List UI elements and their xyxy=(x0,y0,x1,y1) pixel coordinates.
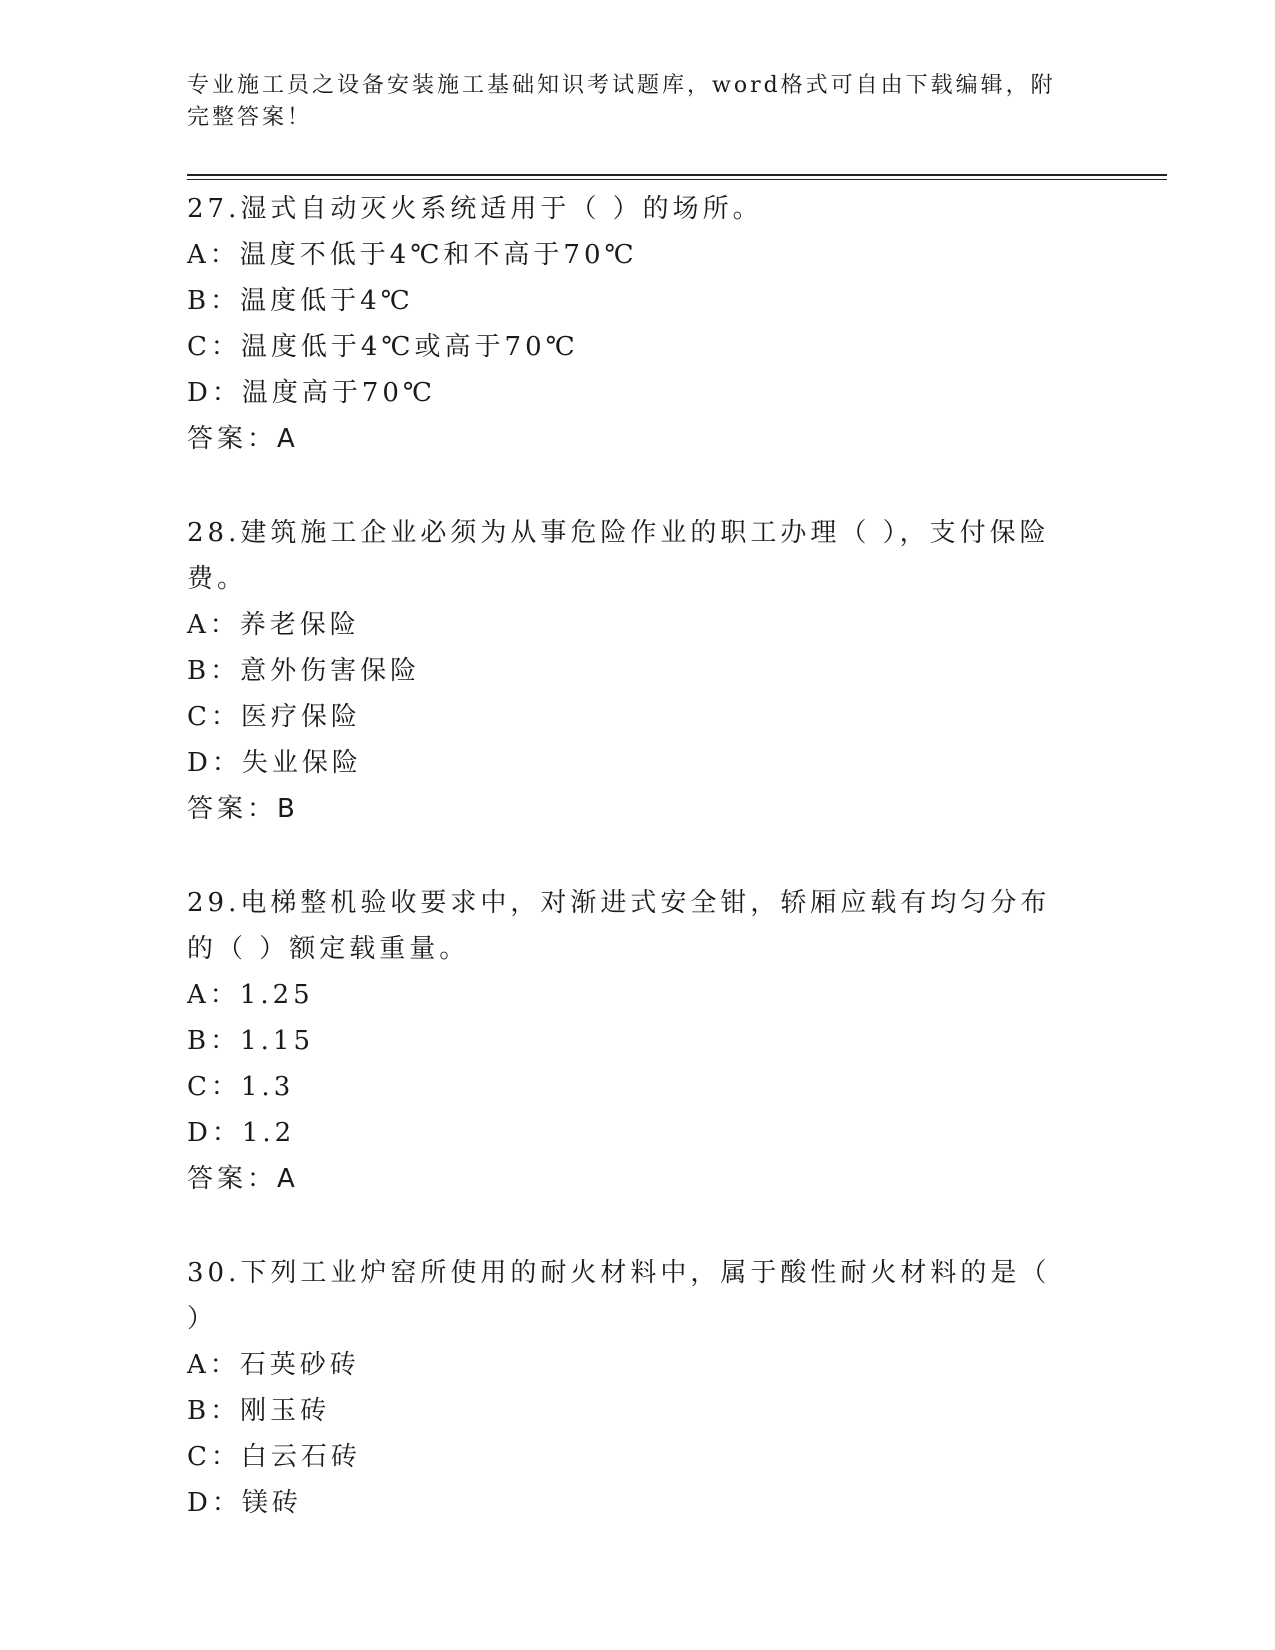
option-d: D：温度高于70℃ xyxy=(187,378,437,408)
answer-line: 答案：A xyxy=(187,1164,299,1194)
answer-line: 答案：A xyxy=(187,424,299,454)
option-c: C：医疗保险 xyxy=(187,702,361,732)
document-page xyxy=(187,70,1167,1526)
option-a: A：石英砂砖 xyxy=(187,1350,360,1380)
option-d: D：镁砖 xyxy=(187,1488,302,1518)
option-b: B：意外伤害保险 xyxy=(187,656,421,686)
header-divider-thick xyxy=(187,174,1167,176)
option-c: C：1.3 xyxy=(187,1072,295,1102)
option-d: D：失业保险 xyxy=(187,748,362,778)
header-divider-thin xyxy=(187,179,1167,180)
option-a: A：养老保险 xyxy=(187,610,360,640)
question-text: 30.下列工业炉窑所使用的耐火材料中，属于酸性耐火材料的是（ ） xyxy=(187,1258,1051,1334)
question-text: 28.建筑施工企业必须为从事危险作业的职工办理（ ），支付保险费。 xyxy=(187,518,1050,594)
option-c: C：温度低于4℃或高于70℃ xyxy=(187,332,579,362)
option-b: B：刚玉砖 xyxy=(187,1396,331,1426)
question-text: 29.电梯整机验收要求中，对渐进式安全钳，轿厢应载有均匀分布的（ ）额定载重量。 xyxy=(187,888,1051,964)
question-30 xyxy=(187,1250,1167,1526)
answer-line: 答案：B xyxy=(187,794,299,824)
option-a: A：温度不低于4℃和不高于70℃ xyxy=(187,240,638,270)
option-a: A：1.25 xyxy=(187,980,314,1010)
option-c: C：白云石砖 xyxy=(187,1442,361,1472)
question-29 xyxy=(187,880,1167,1202)
option-b: B：温度低于4℃ xyxy=(187,286,414,316)
question-27 xyxy=(187,186,1167,462)
option-d: D：1.2 xyxy=(187,1118,296,1148)
question-text: 27.湿式自动灭火系统适用于（ ）的场所。 xyxy=(187,194,763,224)
question-28 xyxy=(187,510,1167,832)
option-b: B：1.15 xyxy=(187,1026,314,1056)
document-header: 专业施工员之设备安装施工基础知识考试题库，word格式可自由下载编辑，附完整答案！ xyxy=(187,73,1056,130)
